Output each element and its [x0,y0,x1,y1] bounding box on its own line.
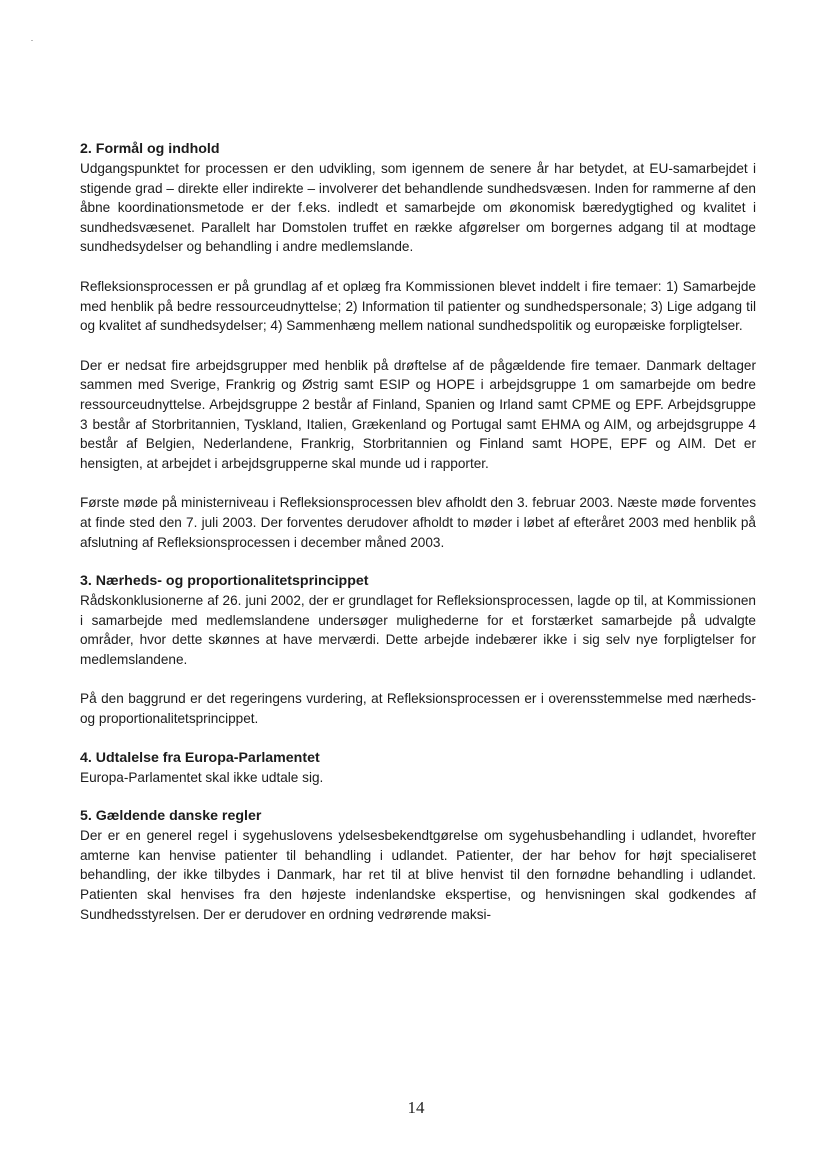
section-heading: 3. Nærheds- og proportionalitetsprincippet [80,573,369,590]
section-heading: 5. Gældende danske regler [80,808,262,825]
paragraph: Rådskonklusionerne af 26. juni 2002, der er grundlaget for Refleksionsprocessen, lagde op til, at Kommissionen i samarbejde med medlemslandene undersøger mulighederne for et forstærket samarbejde på udvalgte områder, hvor dette skønnes at have merværdi. Dette arbejde indebærer ikke i sig selv nye forpligtelser for medlemslandene. [80,593,756,667]
paragraph: På den baggrund er det regeringens vurdering, at Refleksionsprocessen er i overensstemmelse med nærheds- og proportionalitetsprincippet. [80,691,756,727]
page-number: 14 [407,1098,425,1117]
section-formaal-og-indhold [80,140,756,552]
paragraph: Europa-Parlamentet skal ikke udtale sig. [80,769,324,785]
scan-speck [31,40,33,41]
document-page [80,140,756,924]
section-naerhedsprincip [80,572,756,729]
paragraph: Refleksionsprocessen er på grundlag af et oplæg fra Kommissionen blevet inddelt i fire temaer: 1) Samarbejde med henblik på bedre ressourceudnyttelse; 2) Information til patienter og sundhedspersonale; 3) Lige adgang til og kvalitet af sundhedsydelser; 4) Sammenhæng mellem national sundhedspolitik og europæiske forpligtelser. [80,278,756,334]
paragraph: Der er nedsat fire arbejdsgrupper med henblik på drøftelse af de pågældende fire temaer. Danmark deltager sammen med Sverige, Frankrig og Østrig samt ESIP og HOPE i arbejdsgruppe 1 om samarbejde om bedre ressourceudnyttelse. Arbejdsgruppe 2 består af Finland, Spanien og Irland samt CPME og EPF. Arbejdsgruppe 3 består af Storbritannien, Tyskland, Italien, Grækenland og Portugal samt EHMA og AIM, og arbejdsgruppe 4 består af Belgien, Nederlandene, Frankrig, Storbritannien og Finland samt HOPE, EPF og AIM. Det er hensigten, at arbejdet i arbejdsgrupperne skal munde ud i rapporter. [80,357,756,471]
section-heading: 4. Udtalelse fra Europa-Parlamentet [80,749,320,766]
paragraph: Der er en generel regel i sygehuslovens ydelsesbekendtgørelse om sygehusbehandling i udlandet, hvorefter amterne kan henvise patienter til behandling i udlandet. Patienter, der har behov for højt specialiseret behandling, der ikke tilbydes i Danmark, har ret til at blive henvist til den fornødne behandling i udlandet. Patienten skal henvises fra den højeste indenlandske ekspertise, og henvisningen skal godkendes af Sundhedsstyrelsen. Der er derudover en ordning vedrørende maksi- [80,828,756,922]
paragraph: Første møde på ministerniveau i Refleksionsprocessen blev afholdt den 3. februar 2003. Næste møde forventes at finde sted den 7. juli 2003. Der forventes derudover afholdt to møder i løbet af efteråret 2003 med henblik på afslutning af Refleksionsprocessen i december måned 2003. [80,495,756,550]
section-europa-parlamentet [80,749,756,788]
paragraph: Udgangspunktet for processen er den udvikling, som igennem de senere år har betydet, at EU-samarbejdet i stigende grad – direkte eller indirekte – involverer det behandlende sundhedsvæsen. Inden for rammerne af den åbne koordinationsmetode er der f.eks. indledt et samarbejde om økonomisk bæredygtighed og kvalitet i sundhedsvæsenet. Parallelt har Domstolen truffet en række afgørelser om borgernes adgang til at modtage sundhedsydelser og behandling i andre medlemslande. [80,161,756,255]
section-gaeldende-regler [80,807,756,924]
section-heading: 2. Formål og indhold [80,141,220,157]
